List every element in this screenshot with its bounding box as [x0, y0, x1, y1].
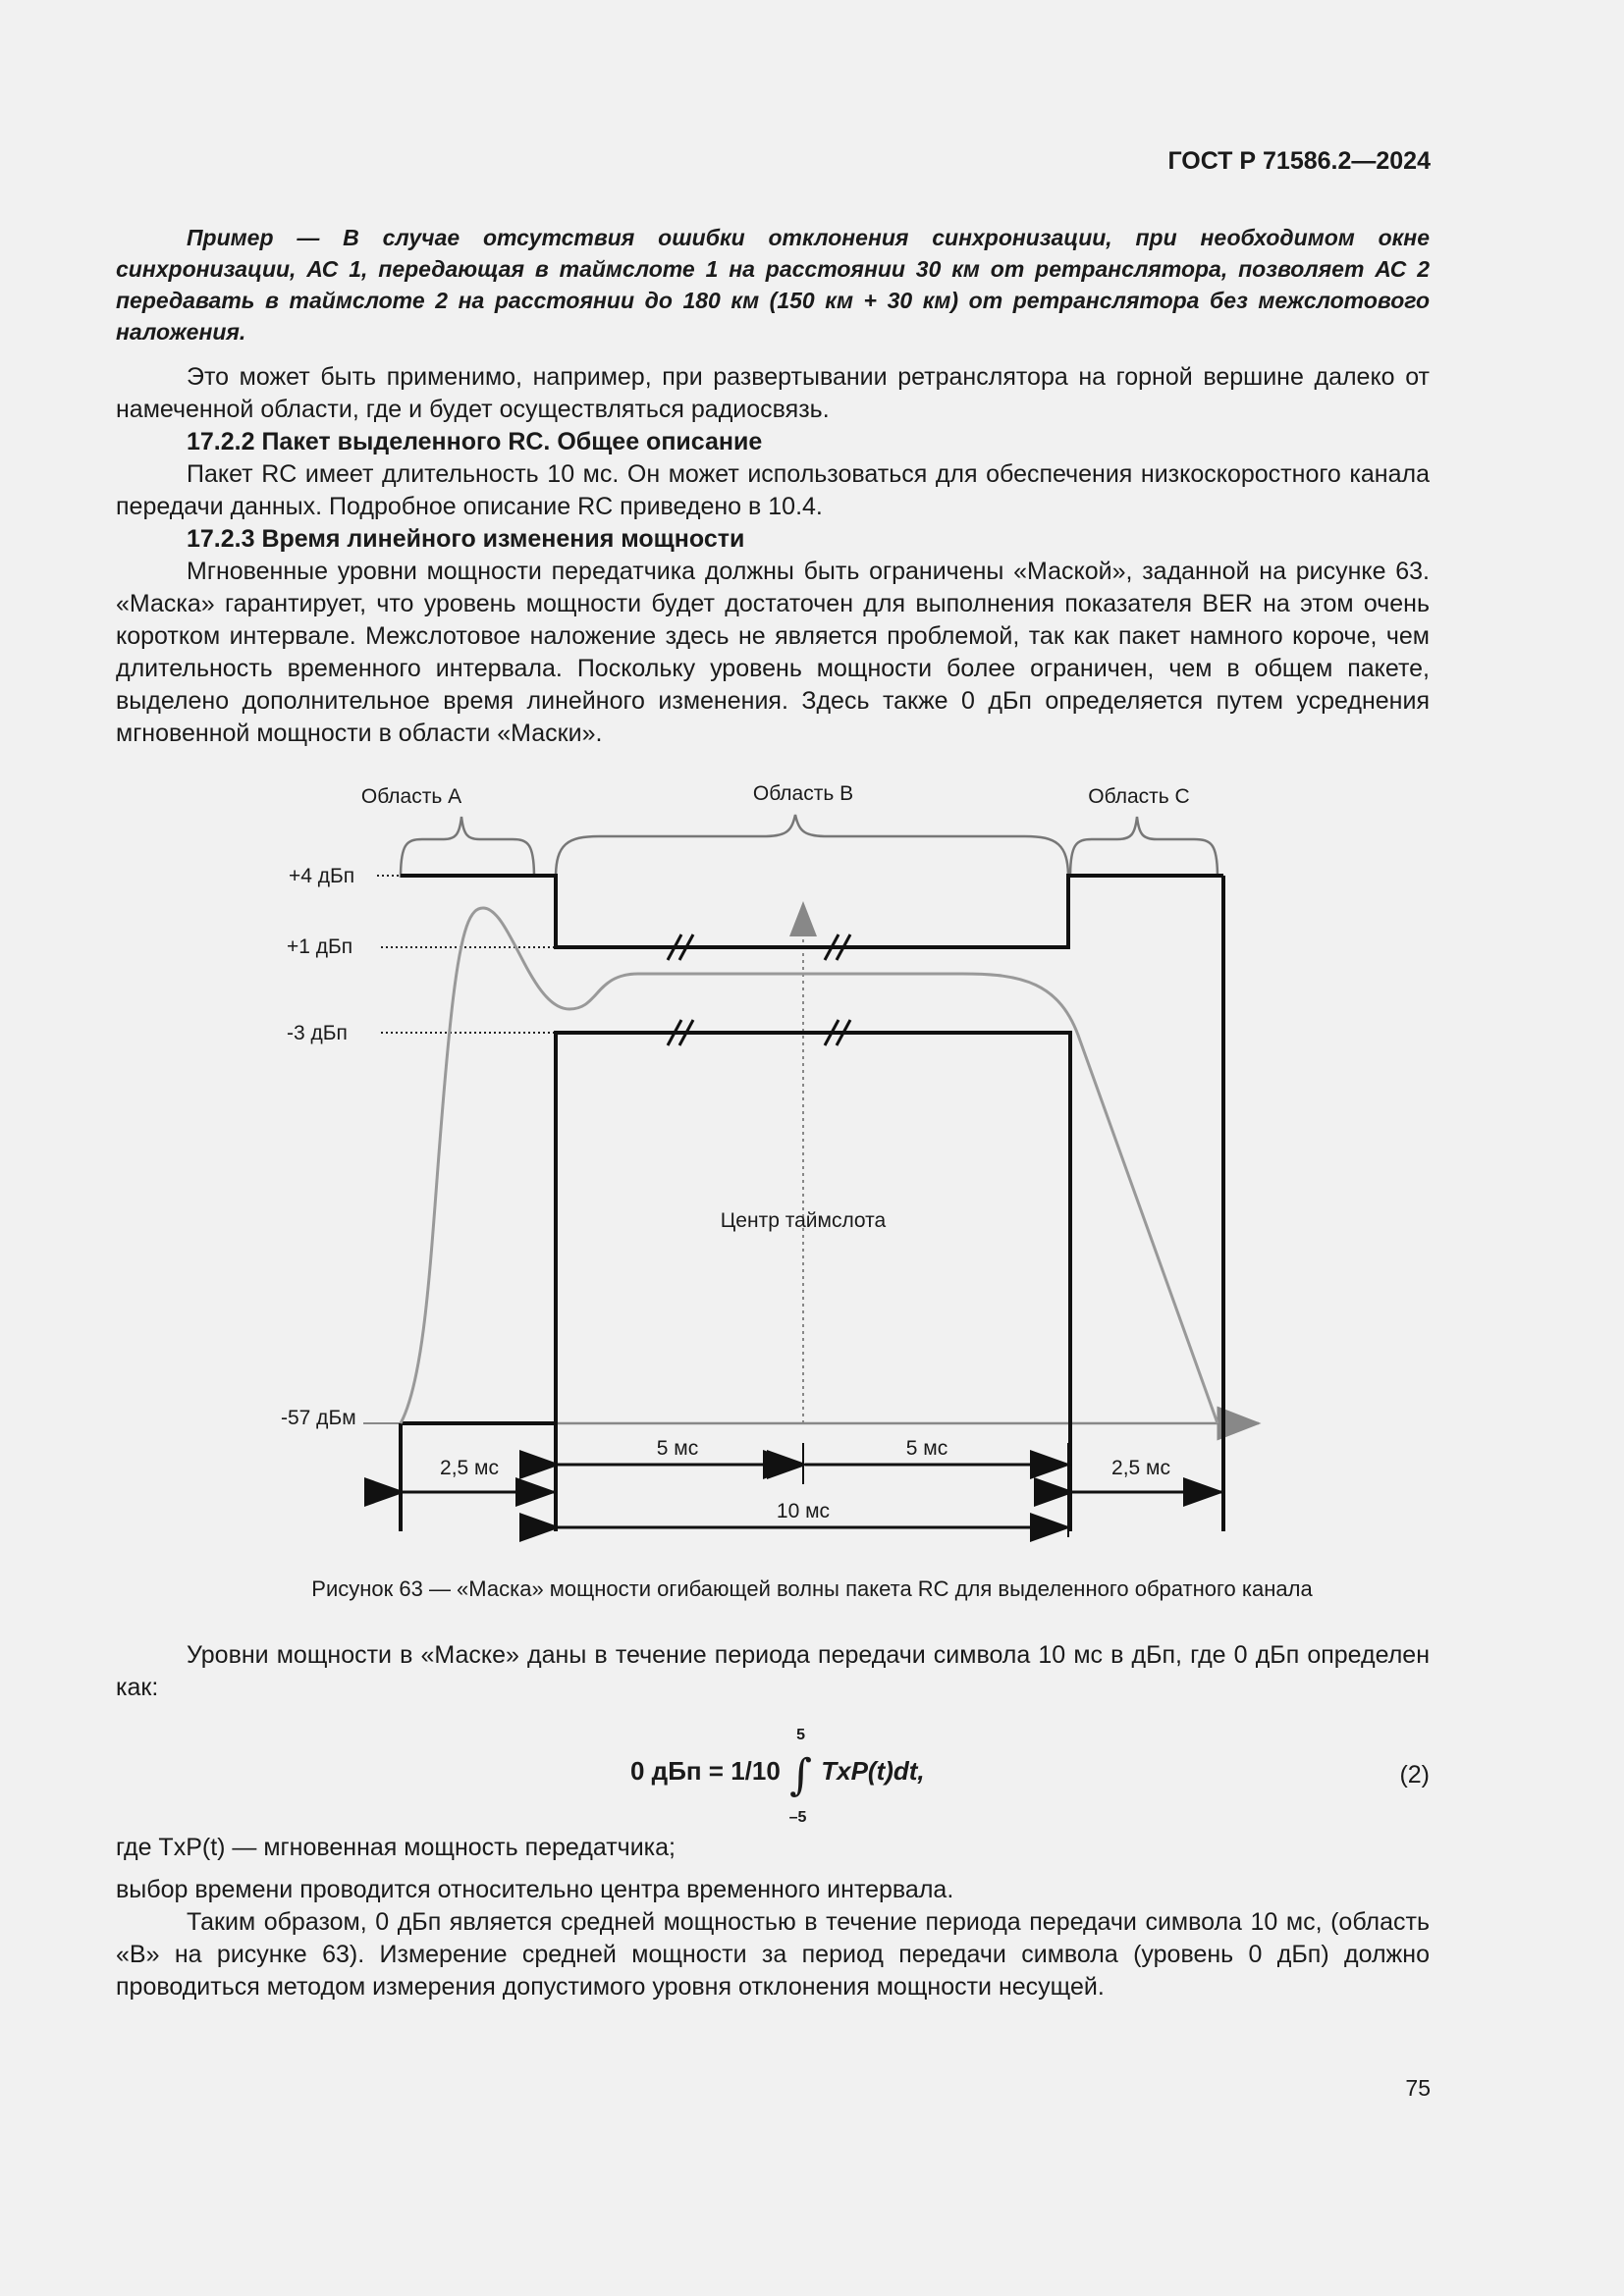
dim-a-label: 2,5 мс: [440, 1457, 499, 1479]
power-envelope-curve: [401, 908, 1218, 1423]
dim-b-left-label: 5 мс: [656, 1437, 699, 1460]
dim-total-label: 10 мс: [776, 1500, 831, 1522]
dim-b-right-label: 5 мс: [905, 1437, 948, 1460]
equation-number: (2): [1399, 1761, 1430, 1789]
power-mask-diagram: [275, 775, 1276, 1561]
region-a-label: Область A: [360, 785, 462, 808]
integral-lower-limit: –5: [788, 1809, 807, 1826]
text-body: [116, 222, 1430, 750]
formula-lhs: 0 дБп = 1/10: [630, 1756, 781, 1786]
paragraph: выбор времени проводится относительно центра временного интервала.: [116, 1876, 954, 1903]
paragraph: Таким образом, 0 дБп является средней мощностью в течение периода передачи символа 10 мс, (область «B» на рисунке 63). Измерение средней мощности за период передачи символа (уровень 0 дБп) должно проводиться методом измерения допустимого уровня отклонения мощности несущей.: [116, 1908, 1430, 2001]
formula-rhs: TxP(t)dt,: [821, 1756, 925, 1786]
timeslot-center-label: Центр таймслота: [720, 1209, 887, 1232]
level-minus57-label: -57 дБм: [281, 1407, 356, 1429]
figure-caption: Рисунок 63 — «Маска» мощности огибающей волны пакета RC для выделенного обратного канала: [311, 1576, 1313, 1601]
page-number: 75: [1405, 2075, 1431, 2101]
dim-c-label: 2,5 мс: [1111, 1457, 1170, 1479]
level-plus4-label: +4 дБп: [289, 865, 355, 887]
paragraph: Пакет RC имеет длительность 10 мс. Он может использоваться для обеспечения низкоскоростного канала передачи данных. Подробное описание RC приведено в 10.4.: [116, 460, 1430, 520]
example-paragraph: Пример — В случае отсутствия ошибки отклонения синхронизации, при необходимом окне синхронизации, АС 1, передающая в таймслоте 1 на расстоянии 30 км от ретранслятора, позволяет АС 2 передавать в таймслоте 2 на расстоянии до 180 км (150 км + 30 км) от ретранслятора без межслотового наложения.: [116, 225, 1430, 345]
paragraph: Уровни мощности в «Маске» даны в течение периода передачи символа 10 мс в дБп, где 0 дБп определен как:: [116, 1641, 1430, 1701]
formula-block: [116, 1714, 1430, 1832]
integral-sign: ∫ 5 –5: [789, 1750, 812, 1800]
upper-mask-line: [401, 876, 1223, 947]
text-body-after: [116, 1639, 1430, 2003]
break-marks: [668, 934, 850, 1045]
level-plus1-label: +1 дБп: [287, 935, 353, 958]
paragraph: Мгновенные уровни мощности передатчика должны быть ограничены «Маской», заданной на рисунке 63. «Маска» гарантирует, что уровень мощности будет достаточен для выполнения показателя BER на этом очень коротком интервале. Межслотовое наложение здесь не является проблемой, так как пакет намного короче, чем длительность временного интервала. Поскольку уровень мощности более ограничен, чем в общем пакете, выделено дополнительное время линейного изменения. Здесь также 0 дБп определяется путем усреднения мгновенной мощности в области «Маски».: [116, 558, 1430, 747]
section-heading-17-2-3: 17.2.3 Время линейного изменения мощности: [187, 525, 745, 553]
document-header: ГОСТ Р 71586.2—2024: [1167, 147, 1431, 175]
paragraph: Это может быть применимо, например, при развертывании ретранслятора на горной вершине далеко от намеченной области, где и будет осуществляться радиосвязь.: [116, 363, 1430, 423]
level-leaders: [377, 876, 556, 1033]
integral-upper-limit: 5: [796, 1727, 805, 1743]
region-b-label: Область B: [752, 782, 854, 805]
region-braces: [401, 815, 1218, 878]
formula-where: где TxP(t) — мгновенная мощность передатчика;: [116, 1834, 676, 1861]
section-heading-17-2-2: 17.2.2 Пакет выделенного RC. Общее описание: [187, 428, 763, 455]
formula: [630, 1727, 925, 1826]
level-minus3-label: -3 дБп: [287, 1022, 348, 1044]
region-c-label: Область C: [1088, 785, 1190, 808]
power-mask-figure: [275, 775, 1276, 1561]
